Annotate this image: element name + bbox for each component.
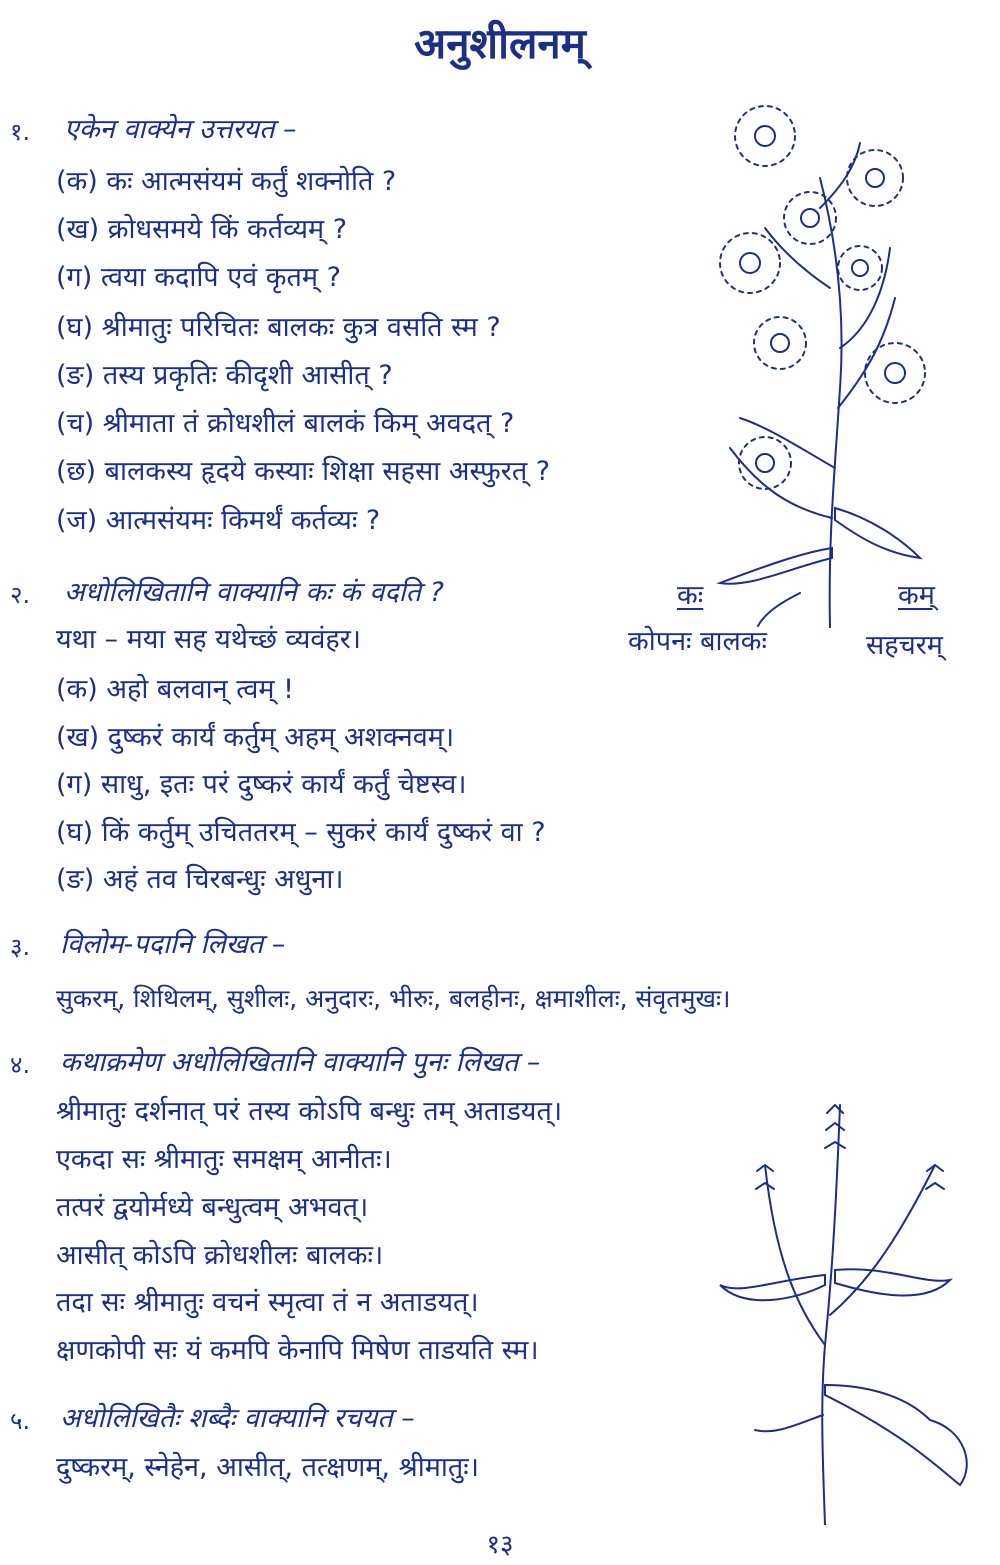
question-1-number: १.: [10, 118, 31, 146]
q1-item-ga: (ग) त्वया कदापि एवं कृतम् ?: [56, 262, 341, 293]
q4-sentence-1: श्रीमातुः दर्शनात् परं तस्य कोऽपि बन्धुः तम् अताडयत्।: [56, 1096, 563, 1127]
q3-word-list: सुकरम्, शिथिलम्, सुशीलः, अनुदारः, भीरुः, बलहीनः, क्षमाशीलः, संवृतमुखः।: [56, 984, 731, 1013]
q4-sentence-3: तत्परं द्वयोर्मध्ये बन्धुत्वम् अभवत्।: [56, 1192, 369, 1223]
question-4-prompt: कथाक्रमेण अधोलिखितानि वाक्यानि पुनः लिखत –: [60, 1047, 541, 1078]
q2-example-kam: सहचरम्: [866, 630, 943, 661]
question-2-prompt: अधोलिखितानि वाक्यानि कः कं वदति ?: [64, 577, 444, 608]
q1-item-ja: (ज) आत्मसंयमः किमर्थं कर्तव्यः ?: [56, 505, 381, 536]
q2-example: यथा – मया सह यथेच्छं व्यवंहर।: [56, 624, 362, 655]
q1-item-gha: (घ) श्रीमातुः परिचितः बालकः कुत्र वसति स्म ?: [56, 312, 501, 343]
question-1-prompt: एकेन वाक्येन उत्तरयत –: [64, 114, 297, 145]
q2-item-ga: (ग) साधु, इतः परं दुष्करं कार्यं कर्तुं चेष्टस्व।: [56, 769, 467, 800]
q2-item-gha: (घ) किं कर्तुम् उचिततरम् – सुकरं कार्यं दुष्करं वा ?: [56, 817, 546, 848]
tulsi-plant-illustration: [715, 1085, 985, 1525]
q5-word-list: दुष्करम्, स्नेहेन, आसीत्, तत्क्षणम्, श्रीमातुः।: [56, 1452, 479, 1483]
q1-item-cha: (च) श्रीमाता तं क्रोधशीलं बालकं किम् अवदत् ?: [56, 408, 515, 439]
q2-item-ka: (क) अहो बलवान् त्वम् !: [56, 674, 294, 705]
page-title: अनुशीलनम्: [414, 19, 586, 68]
question-5-number: ५.: [10, 1407, 31, 1435]
column-header-kam: कम्: [898, 580, 935, 611]
q1-item-chha: (छ) बालकस्य हृदये कस्याः शिक्षा सहसा अस्फुरत् ?: [56, 456, 551, 487]
q1-item-ka: (क) कः आत्मसंयमं कर्तुं शक्नोति ?: [56, 166, 397, 197]
question-5-prompt: अधोलिखितैः शब्दैः वाक्यानि रचयत –: [60, 1403, 415, 1434]
q2-example-ka: कोपनः बालकः: [628, 626, 767, 657]
q4-sentence-5: तदा सः श्रीमातुः वचनं स्मृत्वा तं न अताडयत्।: [56, 1287, 479, 1318]
question-3-number: ३.: [10, 933, 31, 961]
q4-sentence-4: आसीत् कोऽपि क्रोधशीलः बालकः।: [56, 1240, 384, 1271]
question-2-number: २.: [10, 581, 31, 609]
question-4-number: ४.: [10, 1051, 31, 1079]
q1-item-kha: (ख) क्रोधसमये किं कर्तव्यम् ?: [56, 214, 348, 245]
q2-item-kha: (ख) दुष्करं कार्यं कर्तुम् अहम् अशक्नवम्।: [56, 722, 455, 753]
aster-flower-illustration: [670, 88, 970, 628]
q2-item-nga: (ङ) अहं तव चिरबन्धुः अधुना।: [56, 864, 344, 895]
q4-sentence-2: एकदा सः श्रीमातुः समक्षम् आनीतः।: [56, 1144, 392, 1175]
q1-item-nga: (ङ) तस्य प्रकृतिः कीदृशी आसीत् ?: [56, 360, 393, 391]
q4-sentence-6: क्षणकोपी सः यं कमपि केनापि मिषेण ताडयति स्म।: [56, 1335, 539, 1366]
page-number: १३: [486, 1530, 514, 1560]
question-3-prompt: विलोम-पदानि लिखत –: [60, 929, 286, 960]
column-header-ka: कः: [677, 580, 704, 611]
